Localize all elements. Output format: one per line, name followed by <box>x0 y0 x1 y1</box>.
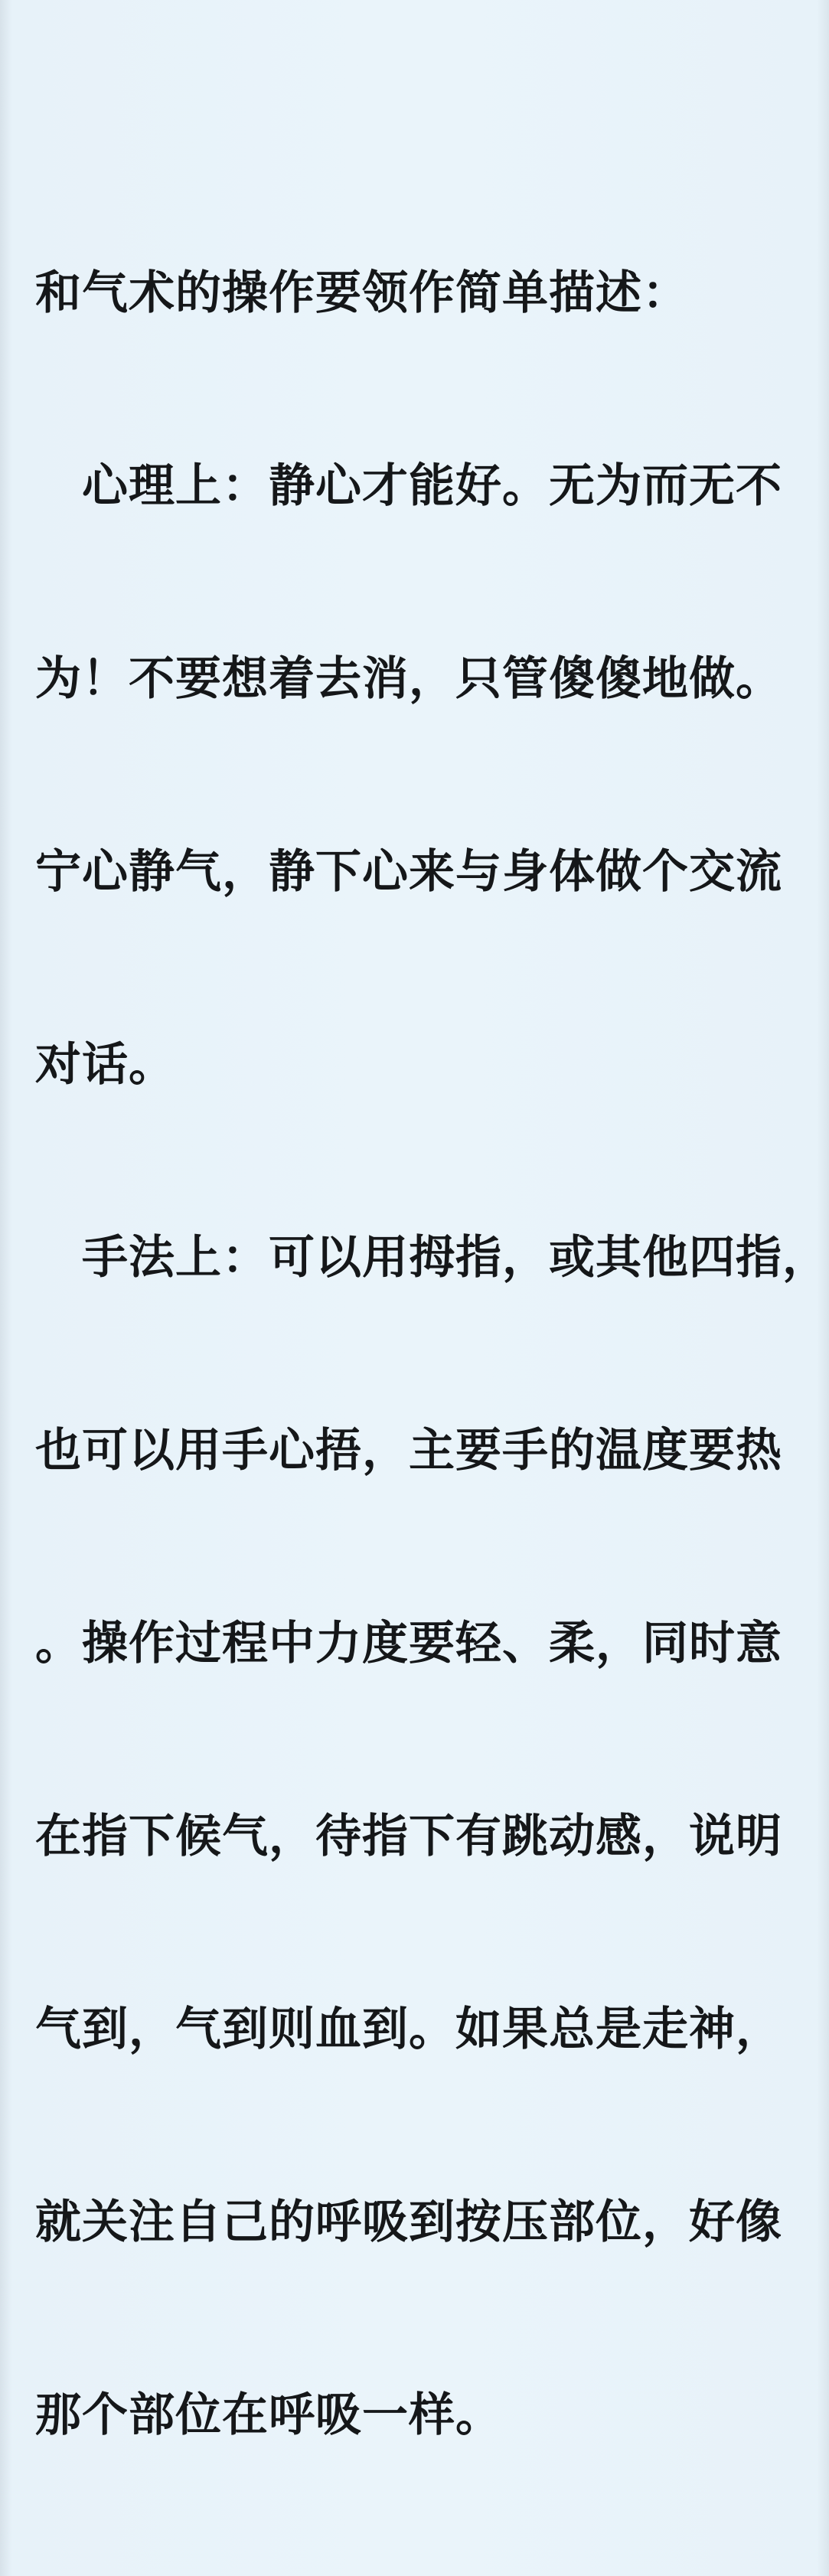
text-line: 手法上：可以用拇指，或其他四指， <box>35 1231 829 1285</box>
text-line: 那个部位在呼吸一样。 <box>35 2388 502 2442</box>
text-line: 和气术的操作要领作简单描述： <box>35 266 689 320</box>
text-line: 对话。 <box>35 1038 175 1092</box>
text-line: 。操作过程中力度要轻、柔，同时意 <box>35 1617 782 1670</box>
text-line: 心理上：静心才能好。无为而无不 <box>35 459 782 513</box>
text-line: 气到，气到则血到。如果总是走神， <box>35 2003 782 2056</box>
text-line: 在指下候气，待指下有跳动感，说明 <box>35 1810 782 1863</box>
text-line: 就关注自己的呼吸到按压部位，好像 <box>35 2196 782 2249</box>
note-text-block <box>35 132 829 2576</box>
text-line: 宁心静气，静下心来与身体做个交流 <box>35 845 782 899</box>
text-line: 为！不要想着去消，只管傻傻地做。 <box>35 652 782 706</box>
text-line: 也可以用手心捂，主要手的温度要热 <box>35 1424 782 1477</box>
